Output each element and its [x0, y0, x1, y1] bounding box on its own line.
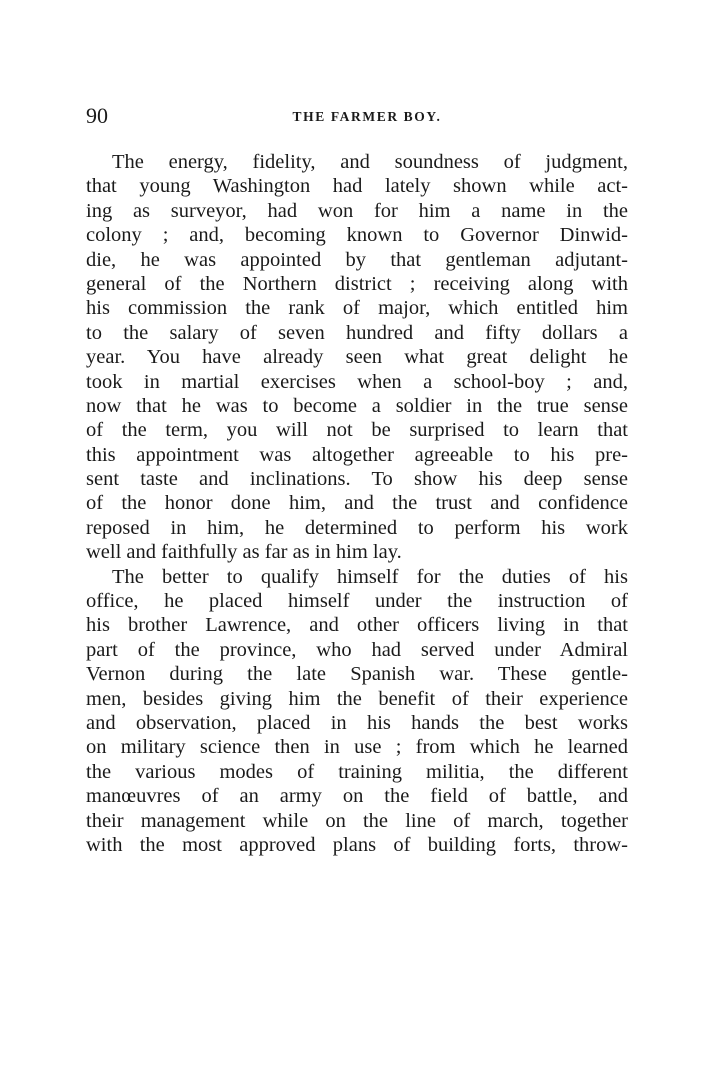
text-line: colony ; and, becoming known to Governor Dinwid-	[86, 224, 628, 247]
text-line: well and faithfully as far as in him lay.	[86, 541, 402, 564]
text-line: men, besides giving him the benefit of their experience	[86, 687, 628, 710]
text-line: The better to qualify himself for the duties of his	[112, 565, 628, 588]
text-line: their management while on the line of march, together	[86, 809, 628, 832]
page-number: 90	[86, 103, 108, 128]
text-line: and observation, placed in his hands the best works	[86, 711, 628, 734]
text-line: took in martial exercises when a school-boy ; and,	[86, 370, 628, 393]
text-line: his commission the rank of major, which entitled him	[86, 297, 628, 320]
text-line: on military science then in use ; from which he learned	[86, 736, 628, 759]
text-line: year. You have already seen what great delight he	[86, 346, 628, 369]
text-line: with the most approved plans of building forts, throw-	[86, 833, 628, 856]
text-line: sent taste and inclinations. To show his deep sense	[86, 468, 628, 491]
text-line: reposed in him, he determined to perform his work	[86, 516, 628, 539]
page-header	[86, 103, 628, 133]
text-line: Vernon during the late Spanish war. These gentle-	[86, 663, 628, 686]
text-line: manœuvres of an army on the field of battle, and	[86, 785, 628, 808]
text-line: part of the province, who had served under Admiral	[86, 638, 628, 661]
body-text	[86, 150, 628, 857]
text-line: The energy, fidelity, and soundness of judgment,	[112, 151, 628, 173]
text-line: now that he was to become a soldier in the true sense	[86, 394, 628, 417]
text-line: the various modes of training militia, the different	[86, 760, 628, 783]
text-line: to the salary of seven hundred and fifty dollars a	[86, 321, 628, 344]
text-line: die, he was appointed by that gentleman adjutant-	[86, 248, 628, 271]
text-line: ing as surveyor, had won for him a name in the	[86, 199, 628, 222]
text-line: of the honor done him, and the trust and confidence	[86, 492, 628, 515]
text-line: office, he placed himself under the instruction of	[86, 590, 628, 613]
running-head: THE FARMER BOY.	[292, 109, 442, 124]
text-line: general of the Northern district ; receiving along with	[86, 272, 628, 295]
text-line: his brother Lawrence, and other officers living in that	[86, 614, 628, 637]
text-line: of the term, you will not be surprised to learn that	[86, 419, 628, 442]
text-line: this appointment was altogether agreeable to his pre-	[86, 443, 628, 466]
text-line: that young Washington had lately shown while act-	[86, 175, 628, 198]
